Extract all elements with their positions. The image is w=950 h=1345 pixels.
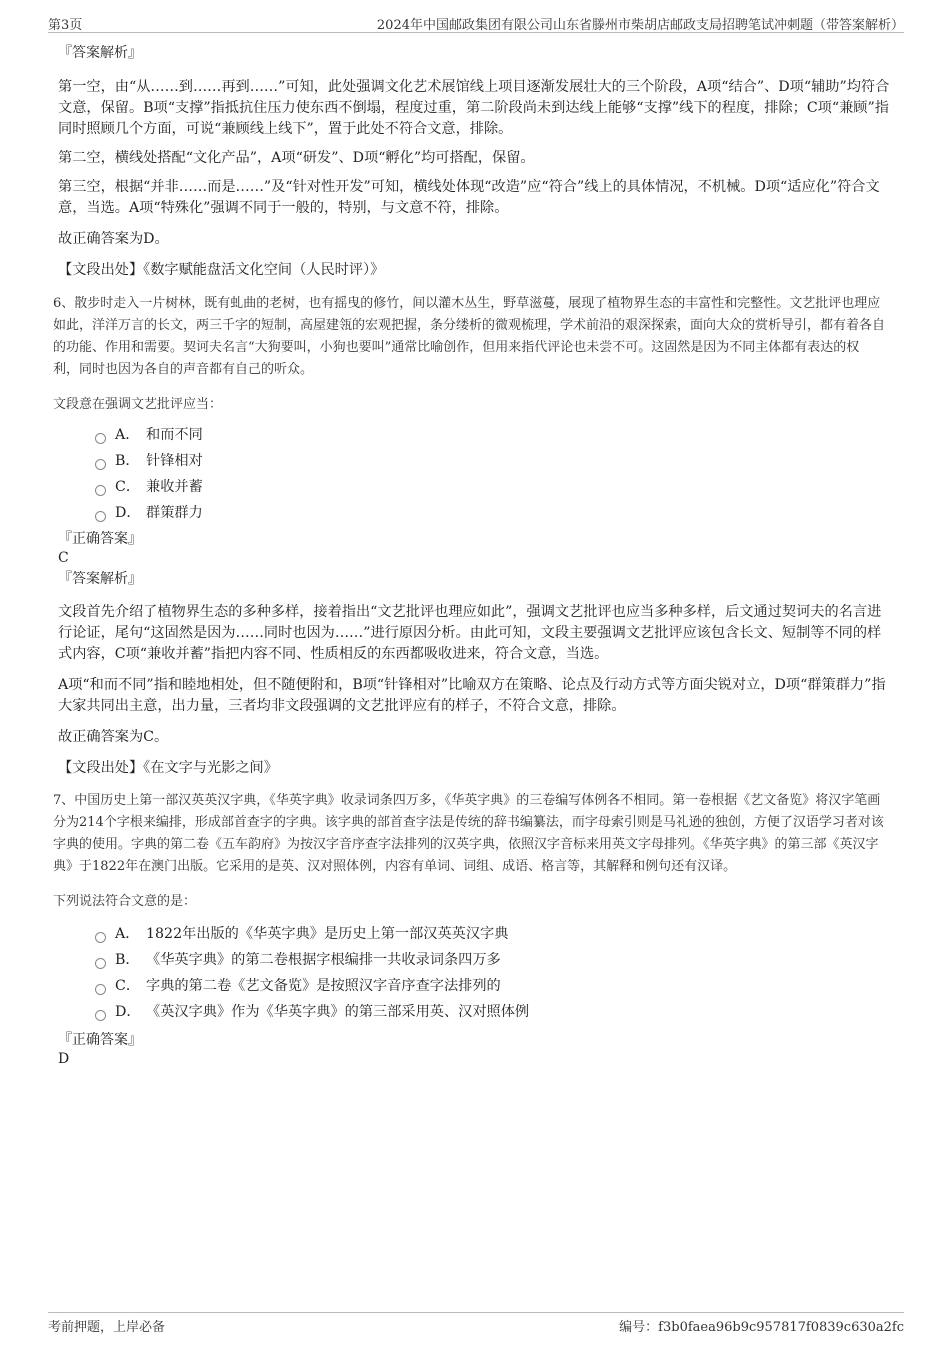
analysis-paragraph: 第二空，横线处搭配“文化产品”，A项“研发”、D项“孵化”均可搭配，保留。 [58,150,535,166]
question-7-text: 7、中国历史上第一部汉英英汉字典，《华英字典》收录词条四万多，《华英字典》的三卷编写体例各不相同。第一卷根据《艺文备览》将汉字笔画分为214个字根来编排，形成部首查字的字典。该字典的部首查字法是传统的辞书编纂法，而字母索引则是马礼逊的独创，方便了汉语学习者对该字典的使用。字典的第二卷《五车韵府》为按汉字音序查字法排列的汉英字典，依照汉字音标来用英文字母排列。《华英字典》的第三部《英汉字典》于1822年在澳门出版。它采用的是英、汉对照体例，内容有单词、词组、成语、格言等，其解释和例句还有汉译。 [53,793,884,874]
correct-answer-label: 『正确答案』 [58,531,142,547]
answer-conclusion: 故正确答案为C。 [58,729,169,745]
analysis-label: 『答案解析』 [58,571,142,587]
radio-button[interactable] [95,932,106,943]
option-b[interactable]: B． 针锋相对 [95,448,890,474]
question-6-options [58,422,890,526]
radio-button[interactable] [95,511,106,522]
page-number: 第3页 [48,18,83,33]
option-b[interactable]: B． 《华英字典》的第二卷根据字根编排一共收录词条四万多 [95,947,890,973]
option-a[interactable]: A． 和而不同 [95,422,890,448]
question-7-options [58,921,890,1025]
page-content [53,44,890,1069]
correct-answer: C [58,550,69,566]
option-d[interactable]: D． 群策群力 [95,500,890,526]
radio-button[interactable] [95,984,106,995]
option-c[interactable]: C． 兼收并蓄 [95,474,890,500]
option-c[interactable]: C． 字典的第二卷《艺文备览》是按照汉字音序查字法排列的 [95,973,890,999]
analysis-paragraph: 第三空，根据“并非……而是……”及“针对性开发”可知，横线处体现“改造”应“符合”线上的具体情况，不机械。D项“适应化”符合文意，当选。A项“特殊化”强调不同于一般的，特别，与文意不符，排除。 [58,179,880,216]
answer-conclusion: 故正确答案为D。 [58,231,169,247]
analysis-paragraph: 文段首先介绍了植物界生态的多种多样，接着指出“文艺批评也理应如此”，强调文艺批评也应当多种多样，后文通过契诃夫的名言进行论证，尾句“这固然是因为……同时也因为……”进行原因分析。由此可知，文段主要强调文艺批评应该包含长文、短制等不同的样式内容，C项“兼收并蓄”指把内容不同、性质相反的东西都吸收进来，符合文意，当选。 [58,604,882,662]
radio-button[interactable] [95,433,106,444]
document-title: 2024年中国邮政集团有限公司山东省滕州市柴胡店邮政支局招聘笔试冲刺题（带答案解析） [376,18,904,33]
option-a[interactable]: A． 1822年出版的《华英字典》是历史上第一部汉英英汉字典 [95,921,890,947]
question-6-text: 6、散步时走入一片树林，既有虬曲的老树，也有摇曳的修竹，间以灌木丛生，野草滋蔓，展现了植物界生态的丰富性和完整性。文艺批评也理应如此，洋洋万言的长文，两三千字的短制，高屋建瓴的宏观把握，条分缕析的微观梳理，学术前沿的艰深探索，面向大众的赏析导引，都有着各自的功能、作用和需要。契诃夫名言“大狗要叫，小狗也要叫”通常比喻创作，但用来指代评论也未尝不可。这固然是因为不同主体都有表达的权利，同时也因为各自的声音都有自己的听众。 [53,296,886,377]
document-code: 编号：f3b0faea96b9c957817f0839c630a2fc [619,1320,904,1335]
question-7-prompt: 下列说法符合文意的是： [53,894,197,909]
source-citation: 【文段出处】《在文字与光影之间》 [58,760,278,776]
radio-button[interactable] [95,459,106,470]
source-citation: 【文段出处】《数字赋能盘活文化空间（人民时评）》 [58,262,385,278]
radio-button[interactable] [95,1010,106,1021]
page-header [48,10,904,33]
radio-button[interactable] [95,958,106,969]
correct-answer: D [58,1051,70,1067]
analysis-paragraph: A项“和而不同”指和睦地相处，但不随便附和，B项“针锋相对”比喻双方在策略、论点及行动方式等方面尖锐对立，D项“群策群力”指大家共同出主意，出力量，三者均非文段强调的文艺批评应有的样子，不符合文意，排除。 [58,677,886,714]
question-6-prompt: 文段意在强调文艺批评应当： [53,397,223,412]
footer-slogan: 考前押题，上岸必备 [48,1320,166,1335]
analysis-label: 『答案解析』 [58,45,142,61]
radio-button[interactable] [95,485,106,496]
correct-answer-label: 『正确答案』 [58,1032,142,1048]
page-footer [48,1312,904,1337]
analysis-paragraph: 第一空，由“从……到……再到……”可知，此处强调文化艺术展馆线上项目逐渐发展壮大的三个阶段，A项“结合”、D项“辅助”均符合文意，保留。B项“支撑”指抵抗住压力使东西不倒塌，程度过重，第二阶段尚未到达线上能够“支撑”线下的程度，排除；C项“兼顾”指同时照顾几个方面，可说“兼顾线上线下”，置于此处不符合文意，排除。 [58,79,890,137]
option-d[interactable]: D． 《英汉字典》作为《华英字典》的第三部采用英、汉对照体例 [95,999,890,1025]
